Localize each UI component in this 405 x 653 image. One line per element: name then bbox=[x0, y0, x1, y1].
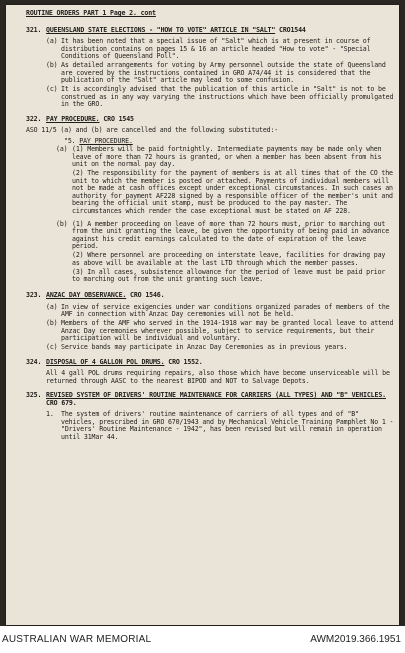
order-ref: CRO1544 bbox=[279, 25, 306, 34]
list-item: (c) It is accordingly advised that the publication of this article in "Salt" is not to be construed as in any way varying the instructions which have been officially promulgated in the GRO. bbox=[46, 85, 394, 108]
order-title: ANZAC DAY OBSERVANCE. bbox=[46, 291, 127, 299]
order-number: 323. bbox=[26, 291, 42, 299]
order-number: 321. bbox=[26, 25, 42, 34]
order-number: 322. bbox=[26, 114, 42, 123]
list-item: (b) As detailed arrangements for voting by Army personnel outside the state of Queensland are covered by the instructions contained in GRO A74/44 it is considered that the publication of the "Salt" article may lead to some confusion. bbox=[46, 61, 386, 84]
list-item: (b) (1) A member proceeding on leave of more than 72 hours must, prior to marching out from the unit granting the leave, be given the opportunity of being paid in advance against his credit earnings calculated to the date of expiration of the leave period. (2) Where personnel are proceeding on interstate leave, facilities for drawing pay as above will be available at the last LTD through which the member passes. (3) In all cases, subsistence allowance for the period of leave must be paid prior to marching out from the unit granting such leave. bbox=[56, 219, 390, 283]
order-intro: ASO 11/5 (a) and (b) are cancelled and the following substituted:- bbox=[26, 126, 279, 134]
document-page bbox=[6, 5, 399, 625]
order-body: All 4 gall POL drums requiring repairs, also those which have become unserviceable will be returned through AASC to the nearest BIPOD and NOT to Salvage Depots. bbox=[46, 369, 390, 385]
order-321 bbox=[26, 27, 394, 109]
order-ref: CRO 1545 bbox=[103, 114, 134, 123]
list-item: (c) Service bands may participate in Anzac Day Ceremonies as in previous years. bbox=[46, 343, 348, 351]
order-title: REVISED SYSTEM OF DRIVERS' ROUTINE MAINTENANCE FOR CARRIERS (ALL TYPES) AND "B" VEHICLES. bbox=[46, 391, 386, 399]
order-324 bbox=[26, 359, 394, 386]
order-title: QUEENSLAND STATE ELECTIONS - "HOW TO VOTE" ARTICLE IN "SALT" bbox=[46, 25, 276, 34]
page-header: ROUTINE ORDERS PART 1 Page 2. cont bbox=[26, 9, 156, 17]
order-ref: CRO 1552. bbox=[168, 357, 203, 366]
quoted-heading: "5. PAY PROCEDURE. bbox=[64, 136, 133, 145]
order-322 bbox=[26, 116, 394, 286]
list-item: (a) It has been noted that a special issue of "Salt" which is at present in course of distribution contains on pages 15 & 16 an article headed "How to vote" - "Special Conditions of Queensland Poll". bbox=[46, 37, 371, 60]
list-item: (b) Members of the AMF who served in the 1914-1918 war may be granted local leave to attend Anzac Day ceremonies wherever possible, subject to service requirements, but their participation will be individual and voluntary. bbox=[46, 319, 394, 342]
list-item: (a) In view of service exigencies under war conditions organized parades of members of the AMF in connection with Anzac Day ceremonies will not be held. bbox=[46, 302, 390, 318]
order-323 bbox=[26, 292, 394, 352]
accession-number: AWM2019.366.1951 bbox=[310, 634, 401, 645]
order-ref: CRO 1546. bbox=[130, 291, 165, 299]
archive-source: AUSTRALIAN WAR MEMORIAL bbox=[2, 634, 152, 645]
list-item: 1. The system of drivers' routine maintenance of carriers of all types and of "B" vehicles, prescribed in GRO 670/1943 and by Mechanical Vehicle Training Pamphlet No 1 - "Drivers' Routine Maintenance - 1942", has been revised but will remain in operation until 31Mar 44. bbox=[46, 410, 394, 441]
order-325 bbox=[26, 392, 394, 441]
order-number: 325. bbox=[26, 391, 42, 399]
order-ref: CRO 679. bbox=[46, 398, 77, 407]
document-body bbox=[26, 10, 394, 448]
order-title: PAY PROCEDURE. bbox=[46, 114, 100, 123]
order-number: 324. bbox=[26, 357, 42, 366]
list-item: (a) (1) Members will be paid fortnightly. Intermediate payments may be made only when leave of more than 72 hours is granted, or when a member has been absent from his unit on the normal pay day. (2) The responsibility for the payment of members is at all times that of the CO the unit to which the member is posted or attached. Payments of individual members will not be made at cash offices except under exceptional circumstances. In such cases an authority for payment AF228 signed by a responsible officer of the member's unit and bearing the official unit stamp, must be produced to the pay master. The circumstances which render the case exceptional must be stated on AF 228. bbox=[56, 145, 393, 215]
archive-footer bbox=[0, 626, 405, 653]
order-title: DISPOSAL OF 4 GALLON POL DRUMS. bbox=[46, 357, 165, 366]
